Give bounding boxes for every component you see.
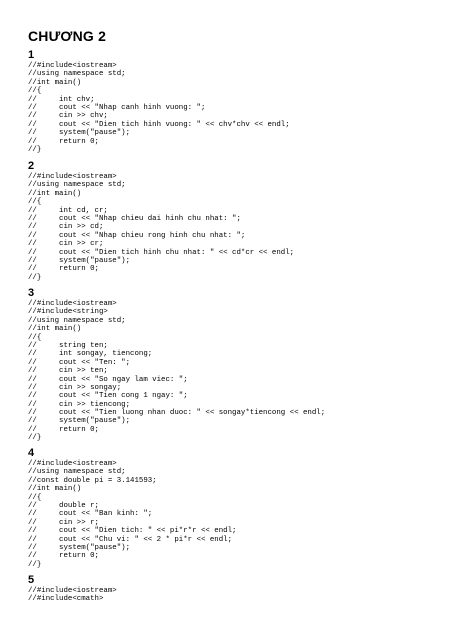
code-line: //#include<string> — [28, 308, 108, 317]
code-line: // system("pause"); — [28, 129, 131, 138]
code-line: // cout << "Dien tich hinh vuong: " << chv*chv << endl; — [28, 120, 290, 129]
code-line: // int chv; — [28, 95, 95, 104]
exercise-section-3 — [28, 287, 325, 443]
exercise-section-4 — [28, 447, 236, 569]
code-line: //#include<cmath> — [28, 595, 104, 604]
code-line: //int main() — [28, 325, 82, 334]
code-line: // cout << "Ban kinh: "; — [28, 510, 153, 519]
code-line: // cout << "Tien cong 1 ngay: "; — [28, 392, 188, 401]
code-line: // return 0; — [28, 552, 99, 561]
code-line: //int main() — [28, 78, 82, 87]
code-block — [28, 587, 117, 604]
code-line: //#include<iostream> — [28, 460, 117, 468]
code-line: // cout << "Nhap chieu dai hinh chu nhat: "; — [28, 214, 241, 223]
code-line: //{ — [28, 87, 42, 96]
code-line: //{ — [28, 333, 42, 342]
code-line: // cout << "Nhap canh hinh vuong: "; — [28, 103, 206, 112]
code-line: // return 0; — [28, 265, 99, 274]
code-line: // cout << "Nhap chieu rong hinh chu nhat: "; — [28, 231, 246, 240]
code-line: // cout << "Dien tich: " << pi*r*r << endl; — [28, 527, 237, 536]
code-line: // string ten; — [28, 341, 108, 350]
code-line: // cin >> tiencong; — [28, 400, 131, 409]
exercise-number: 4 — [28, 447, 35, 459]
code-line: // system("pause"); — [28, 256, 131, 265]
code-block — [28, 460, 236, 569]
code-line: //using namespace std; — [28, 70, 126, 79]
code-line: //} — [28, 434, 42, 443]
code-line: // cout << "Dien tich hinh chu nhat: " << cd*cr << endl; — [28, 248, 295, 257]
exercise-section-5 — [28, 574, 117, 604]
code-line: // cin >> cd; — [28, 223, 104, 232]
exercise-section-2 — [28, 160, 294, 282]
code-line: // int songay, tiencong; — [28, 350, 153, 359]
code-line: // return 0; — [28, 137, 99, 146]
code-line: // cout << "So ngay lam viec: "; — [28, 375, 188, 384]
code-line: // system("pause"); — [28, 543, 131, 552]
exercise-number: 5 — [28, 574, 35, 586]
exercise-number: 3 — [28, 287, 35, 299]
code-line: //#include<iostream> — [28, 587, 117, 595]
code-block — [28, 62, 290, 154]
code-line: // return 0; — [28, 425, 99, 434]
code-line: // cout << "Ten: "; — [28, 358, 131, 367]
code-line: // cout << "Chu vi: " << 2 * pi*r << endl; — [28, 535, 233, 544]
code-block — [28, 300, 325, 443]
exercise-number: 2 — [28, 160, 35, 172]
code-line: //int main() — [28, 485, 82, 494]
code-line: // cin >> cr; — [28, 240, 104, 249]
code-line: //#include<iostream> — [28, 300, 117, 308]
code-line: //} — [28, 273, 42, 282]
code-line: //{ — [28, 198, 42, 207]
code-line: // cin >> r; — [28, 518, 99, 527]
code-line: // int cd, cr; — [28, 206, 108, 215]
code-block — [28, 173, 294, 282]
code-line: // double r; — [28, 501, 99, 510]
code-line: // cin >> songay; — [28, 383, 122, 392]
exercise-number: 1 — [28, 49, 35, 61]
code-line: //#include<iostream> — [28, 62, 117, 70]
code-line: // cout << "Tien luong nhan duoc: " << songay*tiencong << endl; — [28, 409, 326, 418]
code-line: //const double pi = 3.141593; — [28, 476, 157, 485]
code-line: //} — [28, 145, 42, 154]
code-line: // cin >> chv; — [28, 112, 108, 121]
code-line: //} — [28, 560, 42, 569]
code-line: // system("pause"); — [28, 417, 131, 426]
code-line: //using namespace std; — [28, 181, 126, 190]
exercise-section-1 — [28, 49, 290, 154]
code-line: //using namespace std; — [28, 468, 126, 477]
code-line: //{ — [28, 493, 42, 502]
chapter-title: CHƯƠNG 2 — [28, 28, 107, 44]
code-line: //#include<iostream> — [28, 173, 117, 181]
code-line: // cin >> ten; — [28, 367, 108, 376]
code-line: //int main() — [28, 189, 82, 198]
code-line: //using namespace std; — [28, 316, 126, 325]
